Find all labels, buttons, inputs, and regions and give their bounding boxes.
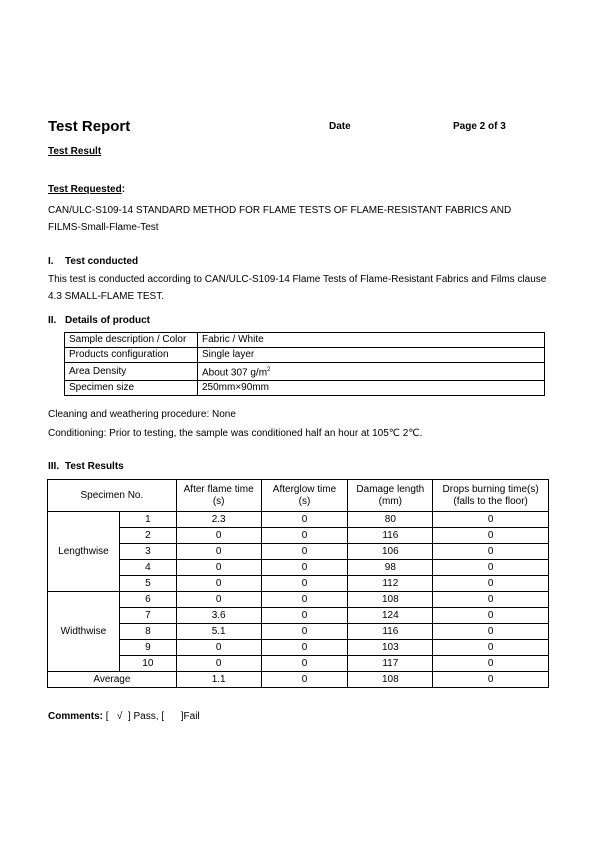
table-row xyxy=(48,560,549,576)
specimen-no: 8 xyxy=(119,624,176,640)
specimen-no: 5 xyxy=(119,576,176,592)
header-damage-unit: (mm) xyxy=(378,495,402,507)
table-row xyxy=(48,640,549,656)
after-flame-value: 0 xyxy=(176,592,261,608)
after-flame-value: 0 xyxy=(176,576,261,592)
page-number: Page 2 of 3 xyxy=(453,121,506,132)
section-details-heading xyxy=(48,315,150,326)
specimen-no: 3 xyxy=(119,544,176,560)
detail-key: Specimen size xyxy=(65,381,198,396)
after-flame-value: 0 xyxy=(176,528,261,544)
damage-value: 106 xyxy=(348,544,433,560)
specimen-no: 9 xyxy=(119,640,176,656)
test-conducted-text xyxy=(48,271,558,305)
after-flame-value: 0 xyxy=(176,656,261,672)
test-results-table xyxy=(47,479,549,688)
drops-value: 0 xyxy=(433,624,549,640)
comments-text: [ √ ] Pass, [ ]Fail xyxy=(105,711,200,722)
drops-value: 0 xyxy=(433,544,549,560)
after-flame-value: 2.3 xyxy=(176,512,261,528)
table-row xyxy=(65,348,545,363)
detail-key: Products configuration xyxy=(65,348,198,363)
damage-value: 98 xyxy=(348,560,433,576)
damage-value: 116 xyxy=(348,624,433,640)
drops-value: 0 xyxy=(433,656,549,672)
afterglow-value: 0 xyxy=(261,528,348,544)
specimen-no: 4 xyxy=(119,560,176,576)
after-flame-value: 0 xyxy=(176,544,261,560)
afterglow-value: 0 xyxy=(261,544,348,560)
table-row xyxy=(65,363,545,381)
specimen-no: 2 xyxy=(119,528,176,544)
section-title: Test Results xyxy=(65,461,124,472)
table-row xyxy=(65,333,545,348)
specimen-no: 6 xyxy=(119,592,176,608)
date-label: Date xyxy=(329,121,351,132)
header-damage-length xyxy=(348,480,433,512)
detail-key: Sample description / Color xyxy=(65,333,198,348)
section-number: II. xyxy=(48,315,57,326)
specimen-no: 1 xyxy=(119,512,176,528)
damage-value: 108 xyxy=(348,672,433,688)
header-afterglow xyxy=(261,480,348,512)
damage-value: 103 xyxy=(348,640,433,656)
after-flame-value: 3.6 xyxy=(176,608,261,624)
damage-value: 117 xyxy=(348,656,433,672)
test-conducted-line-1: This test is conducted according to CAN/ULC-S109-14 Flame Tests of Flame-Resistant Fabrics and Films clause xyxy=(48,274,547,285)
detail-value-cell xyxy=(198,363,545,381)
section-title: Details of product xyxy=(65,315,151,326)
comments xyxy=(48,711,200,722)
drops-value: 0 xyxy=(433,576,549,592)
header-drops-label: Drops burning time(s) xyxy=(442,483,539,495)
table-row xyxy=(48,656,549,672)
table-row xyxy=(48,528,549,544)
table-row xyxy=(48,608,549,624)
drops-value: 0 xyxy=(433,528,549,544)
conditioning-text: Conditioning: Prior to testing, the sample was conditioned half an hour at 105℃ 2℃. xyxy=(48,428,423,439)
report-title: Test Report xyxy=(48,118,131,135)
section-test-results-heading xyxy=(48,461,124,472)
drops-value: 0 xyxy=(433,640,549,656)
cleaning-text: Cleaning and weathering procedure: None xyxy=(48,409,236,420)
afterglow-value: 0 xyxy=(261,560,348,576)
group-lengthwise: Lengthwise xyxy=(48,512,120,592)
test-conducted-line-2: 4.3 SMALL-FLAME TEST. xyxy=(48,291,164,302)
specimen-no: 7 xyxy=(119,608,176,624)
damage-value: 80 xyxy=(348,512,433,528)
drops-value: 0 xyxy=(433,512,549,528)
detail-value: About 307 g/m xyxy=(202,367,268,379)
header-drops-unit: (falls to the floor) xyxy=(453,495,528,507)
header-drops xyxy=(433,480,549,512)
afterglow-value: 0 xyxy=(261,576,348,592)
drops-value: 0 xyxy=(433,592,549,608)
table-row xyxy=(48,576,549,592)
header-afterglow-unit: (s) xyxy=(298,495,311,507)
afterglow-value: 0 xyxy=(261,592,348,608)
afterglow-value: 0 xyxy=(261,656,348,672)
table-row xyxy=(48,544,549,560)
after-flame-value: 0 xyxy=(176,560,261,576)
test-requested-colon: : xyxy=(121,184,126,195)
product-details-table xyxy=(64,332,545,396)
damage-value: 116 xyxy=(348,528,433,544)
section-title: Test conducted xyxy=(65,256,139,267)
test-result-heading: Test Result xyxy=(48,146,102,157)
after-flame-value: 5.1 xyxy=(176,624,261,640)
table-header-row xyxy=(48,480,549,512)
afterglow-value: 0 xyxy=(261,624,348,640)
section-test-conducted-heading xyxy=(48,256,138,267)
section-number: I. xyxy=(48,256,54,267)
detail-value: Single layer xyxy=(198,348,545,363)
afterglow-value: 0 xyxy=(261,512,348,528)
header-specimen: Specimen No. xyxy=(48,480,177,512)
test-requested-line-1: CAN/ULC-S109-14 STANDARD METHOD FOR FLAME TESTS OF FLAME-RESISTANT FABRICS AND xyxy=(48,205,512,216)
table-row xyxy=(48,512,549,528)
header-after-flame xyxy=(176,480,261,512)
test-requested-text xyxy=(48,202,558,236)
detail-value-superscript: 2 xyxy=(267,367,271,373)
test-requested-heading xyxy=(48,184,125,195)
drops-value: 0 xyxy=(433,672,549,688)
table-row xyxy=(65,381,545,396)
average-label: Average xyxy=(48,672,177,688)
afterglow-value: 0 xyxy=(261,672,348,688)
test-requested-line-2: FILMS-Small-Flame-Test xyxy=(48,222,159,233)
damage-value: 124 xyxy=(348,608,433,624)
detail-key: Area Density xyxy=(65,363,198,381)
afterglow-value: 0 xyxy=(261,640,348,656)
drops-value: 0 xyxy=(433,608,549,624)
header-damage-label: Damage length xyxy=(356,483,425,495)
header-after-flame-unit: (s) xyxy=(212,495,225,507)
detail-value: 250mm×90mm xyxy=(198,381,545,396)
section-number: III. xyxy=(48,461,60,472)
header-afterglow-label: Afterglow time xyxy=(272,483,337,495)
after-flame-value: 0 xyxy=(176,640,261,656)
header-after-flame-label: After flame time xyxy=(183,483,254,495)
afterglow-value: 0 xyxy=(261,608,348,624)
drops-value: 0 xyxy=(433,560,549,576)
comments-label: Comments: xyxy=(48,711,104,722)
test-requested-label: Test Requested xyxy=(48,184,122,195)
group-widthwise: Widthwise xyxy=(48,592,120,672)
damage-value: 108 xyxy=(348,592,433,608)
detail-value: Fabric / White xyxy=(198,333,545,348)
damage-value: 112 xyxy=(348,576,433,592)
average-row xyxy=(48,672,549,688)
after-flame-value: 1.1 xyxy=(176,672,261,688)
specimen-no: 10 xyxy=(119,656,176,672)
table-row xyxy=(48,624,549,640)
table-row xyxy=(48,592,549,608)
